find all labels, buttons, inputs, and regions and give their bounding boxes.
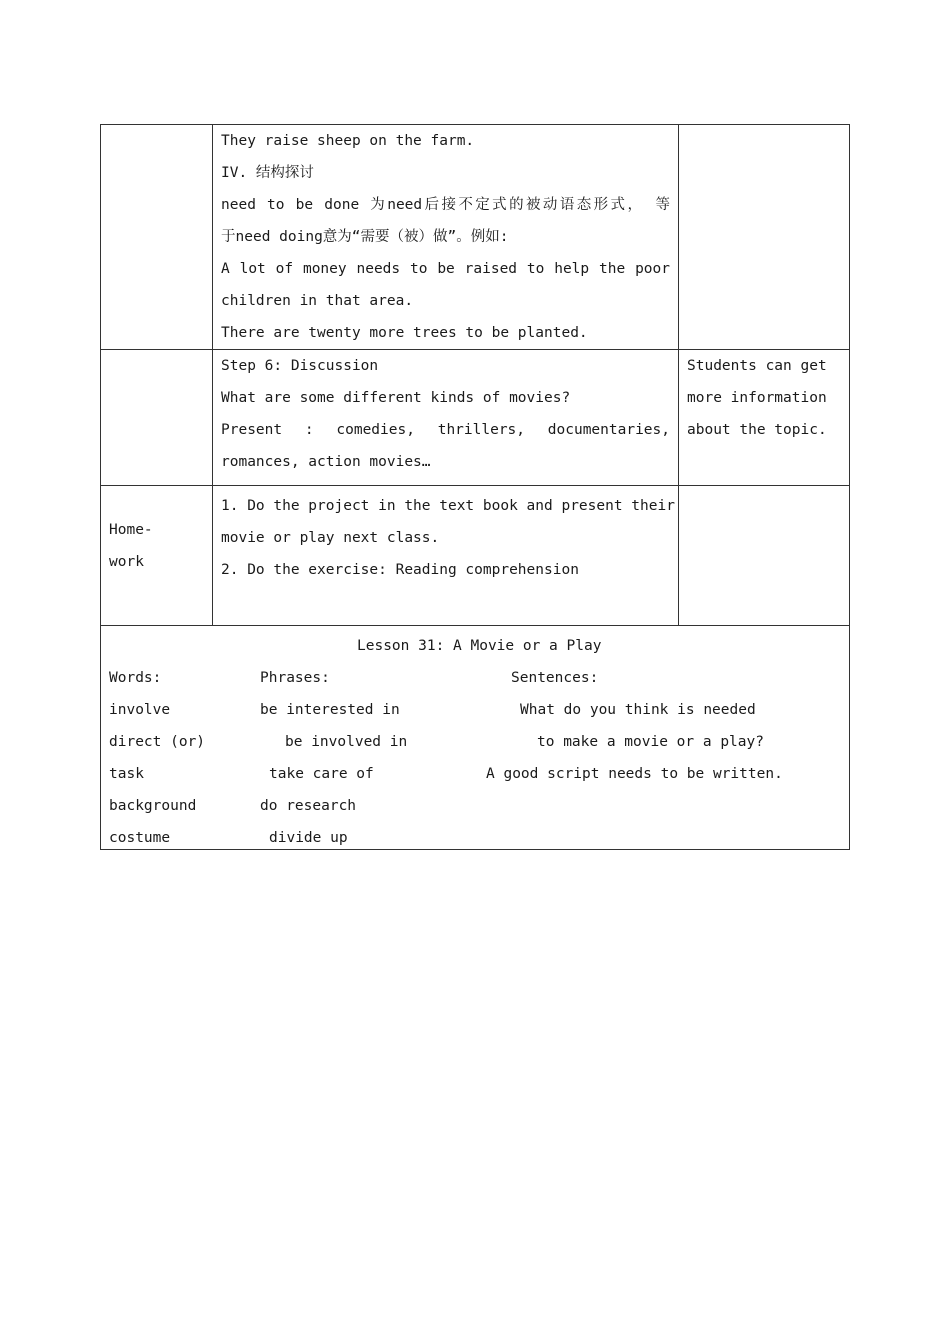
sentence-line: A good script needs to be written. (486, 766, 783, 782)
homework-item-1-line-1: 1. Do the project in the text book and present their (221, 498, 675, 514)
purpose-line-2: more information (687, 390, 827, 406)
homework-item-1-line-2: movie or play next class. (221, 530, 440, 546)
phrase-item: divide up (269, 830, 348, 846)
purpose-line-1: Students can get (687, 358, 827, 374)
phrase-item: take care of (269, 766, 374, 782)
discussion-content-cell (213, 350, 679, 486)
phrases-heading: Phrases: (260, 670, 330, 686)
lesson-title: Lesson 31: A Movie or a Play (357, 638, 602, 654)
grammar-note-line-2: 于need doing意为“需要（被）做”。例如: (221, 229, 509, 245)
homework-content-cell (213, 486, 679, 626)
sentence-line: What do you think is needed (520, 702, 756, 718)
homework-label-cell (101, 486, 213, 626)
word-item: costume (109, 830, 171, 846)
present-list-line-1: Present : comedies, thrillers, documentaries, (221, 422, 670, 438)
purpose-line-3: about the topic. (687, 422, 827, 438)
structure-content-cell (213, 125, 679, 350)
sentence-line: to make a movie or a play? (537, 734, 764, 750)
stage-cell-empty (101, 350, 213, 486)
present-list-line-2: romances, action movies… (221, 454, 431, 470)
structure-row (101, 125, 850, 350)
word-item: direct (or) (109, 734, 206, 750)
blackboard-design (101, 626, 849, 849)
example-money-line-2: children in that area. (221, 293, 414, 309)
grammar-note-line-1: need to be done 为need后接不定式的被动语态形式， 等 (221, 197, 670, 213)
homework-row (101, 486, 850, 626)
section-heading-structure: IV. 结构探讨 (221, 165, 314, 181)
phrase-item: be interested in (260, 702, 400, 718)
blackboard-cell (101, 626, 850, 850)
sentences-heading: Sentences: (511, 670, 599, 686)
homework-purpose-cell-empty (679, 486, 850, 626)
lesson-plan-document (100, 124, 850, 850)
word-item: task (109, 766, 144, 782)
example-sheep: They raise sheep on the farm. (221, 133, 475, 149)
homework-label-line-2: work (109, 554, 144, 570)
word-item: background (109, 798, 197, 814)
homework-label-line-1: Home- (109, 522, 153, 538)
discussion-row (101, 350, 850, 486)
purpose-cell-empty (679, 125, 850, 350)
example-trees: There are twenty more trees to be planted. (221, 325, 588, 341)
blackboard-row (101, 626, 850, 850)
discussion-question: What are some different kinds of movies? (221, 390, 571, 406)
step-heading: Step 6: Discussion (221, 358, 379, 374)
words-heading: Words: (109, 670, 162, 686)
phrase-item: do research (260, 798, 357, 814)
example-money-line-1: A lot of money needs to be raised to help the poor (221, 261, 670, 277)
stage-cell-empty (101, 125, 213, 350)
purpose-cell (679, 350, 850, 486)
word-item: involve (109, 702, 171, 718)
homework-item-2: 2. Do the exercise: Reading comprehension (221, 562, 579, 578)
lesson-plan-table (100, 124, 850, 850)
phrase-item: be involved in (285, 734, 408, 750)
